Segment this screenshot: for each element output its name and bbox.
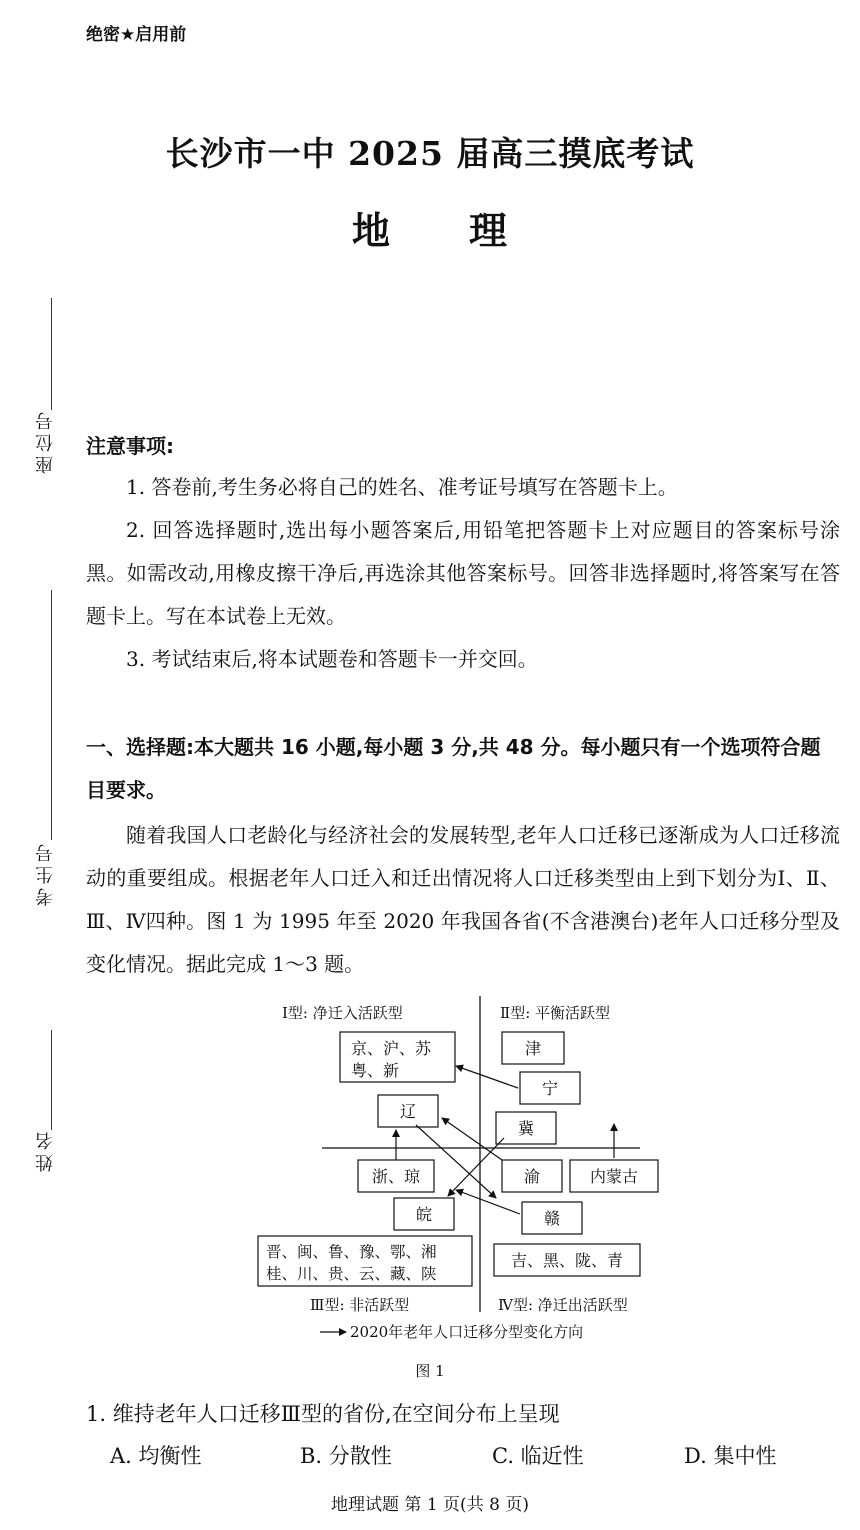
migration-type-diagram xyxy=(250,990,670,1350)
box-yu-label: 渝 xyxy=(523,1167,541,1186)
legend-label: 2020年老年人口迁移分型变化方向 xyxy=(350,1323,584,1341)
notice-item: 2. 回答选择题时,选出每小题答案后,用铅笔把答题卡上对应题目的答案标号涂黑。如需改动,用橡皮擦干净后,再选涂其他答案标号。回答非选择题时,将答案写在答题卡上。写在本试卷上无效。 xyxy=(86,518,840,628)
option-d: D. 集中性 xyxy=(684,1444,777,1468)
figure-caption: 图 1 xyxy=(415,1362,445,1380)
box-liao-label: 辽 xyxy=(399,1102,417,1121)
box-jing-hu-su-line1: 京、沪、苏 xyxy=(351,1039,432,1058)
box-jing-hu-su-line2: 粤、新 xyxy=(351,1061,400,1080)
confidential-label: 绝密★启用前 xyxy=(86,25,187,45)
type3-label: Ⅲ型: 非活跃型 xyxy=(310,1296,410,1314)
type1-label: Ⅰ型: 净迁入活跃型 xyxy=(282,1004,403,1022)
box-type4-label: 吉、黑、陇、青 xyxy=(510,1251,624,1270)
box-zhe-qiong-label: 浙、琼 xyxy=(371,1167,421,1186)
box-wan-label: 皖 xyxy=(415,1205,433,1224)
box-gan-label: 赣 xyxy=(543,1209,561,1228)
box-type3-line1: 晋、闽、鲁、豫、鄂、湘 xyxy=(266,1243,437,1261)
section-heading: 一、选择题:本大题共 16 小题,每小题 3 分,共 48 分。每小题只有一个选项符合题目要求。 xyxy=(86,735,821,802)
type2-label: Ⅱ型: 平衡活跃型 xyxy=(500,1004,611,1022)
arrow-yu-to-liao xyxy=(442,1118,502,1160)
box-type3-line2: 桂、川、贵、云、藏、陕 xyxy=(266,1265,437,1283)
exam-no-label: 考生号 xyxy=(35,840,56,906)
option-a: A. 均衡性 xyxy=(110,1444,202,1468)
section-intro: 随着我国人口老龄化与经济社会的发展转型,老年人口迁移已逐渐成为人口迁移流动的重要组成。根据老年人口迁入和迁出情况将人口迁移类型由上到下划分为Ⅰ、Ⅱ、Ⅲ、Ⅳ四种。图 1 为 1995 年至 2020 年我国各省(不含港澳台)老年人口迁移分型及变化情况。据此完成 1～3 题。 xyxy=(86,823,840,976)
arrow-gan-to-wan xyxy=(456,1190,520,1214)
question-1-stem: 1. 维持老年人口迁移Ⅲ型的省份,在空间分布上呈现 xyxy=(86,1402,560,1426)
box-ning-label: 宁 xyxy=(541,1079,559,1098)
exam-title: 长沙市一中 2025 届高三摸底考试 xyxy=(165,134,695,173)
name-fill-line xyxy=(51,1030,52,1130)
arrow-ning-to-type1 xyxy=(456,1066,518,1088)
box-jin-label: 津 xyxy=(524,1039,542,1058)
seat-fill-line xyxy=(51,298,52,410)
notice-item: 1. 答卷前,考生务必将自己的姓名、准考证号填写在答题卡上。 xyxy=(126,475,678,499)
exam-no-fill-line xyxy=(51,590,52,840)
notice-item: 3. 考试结束后,将本试题卷和答题卡一并交回。 xyxy=(126,647,538,671)
page-footer: 地理试题 第 1 页(共 8 页) xyxy=(331,1495,529,1515)
type4-label: Ⅳ型: 净迁出活跃型 xyxy=(498,1296,628,1314)
notice-title: 注意事项: xyxy=(86,434,174,458)
name-label: 姓名 xyxy=(35,1128,56,1172)
option-c: C. 临近性 xyxy=(492,1444,584,1468)
box-neimenggu-label: 内蒙古 xyxy=(589,1167,639,1186)
box-ji-label: 冀 xyxy=(517,1119,535,1138)
option-b: B. 分散性 xyxy=(300,1444,392,1468)
arrow-ji-to-wan xyxy=(448,1138,504,1196)
subject-title: 地 理 xyxy=(351,209,508,253)
seat-label: 座位号 xyxy=(35,408,56,474)
